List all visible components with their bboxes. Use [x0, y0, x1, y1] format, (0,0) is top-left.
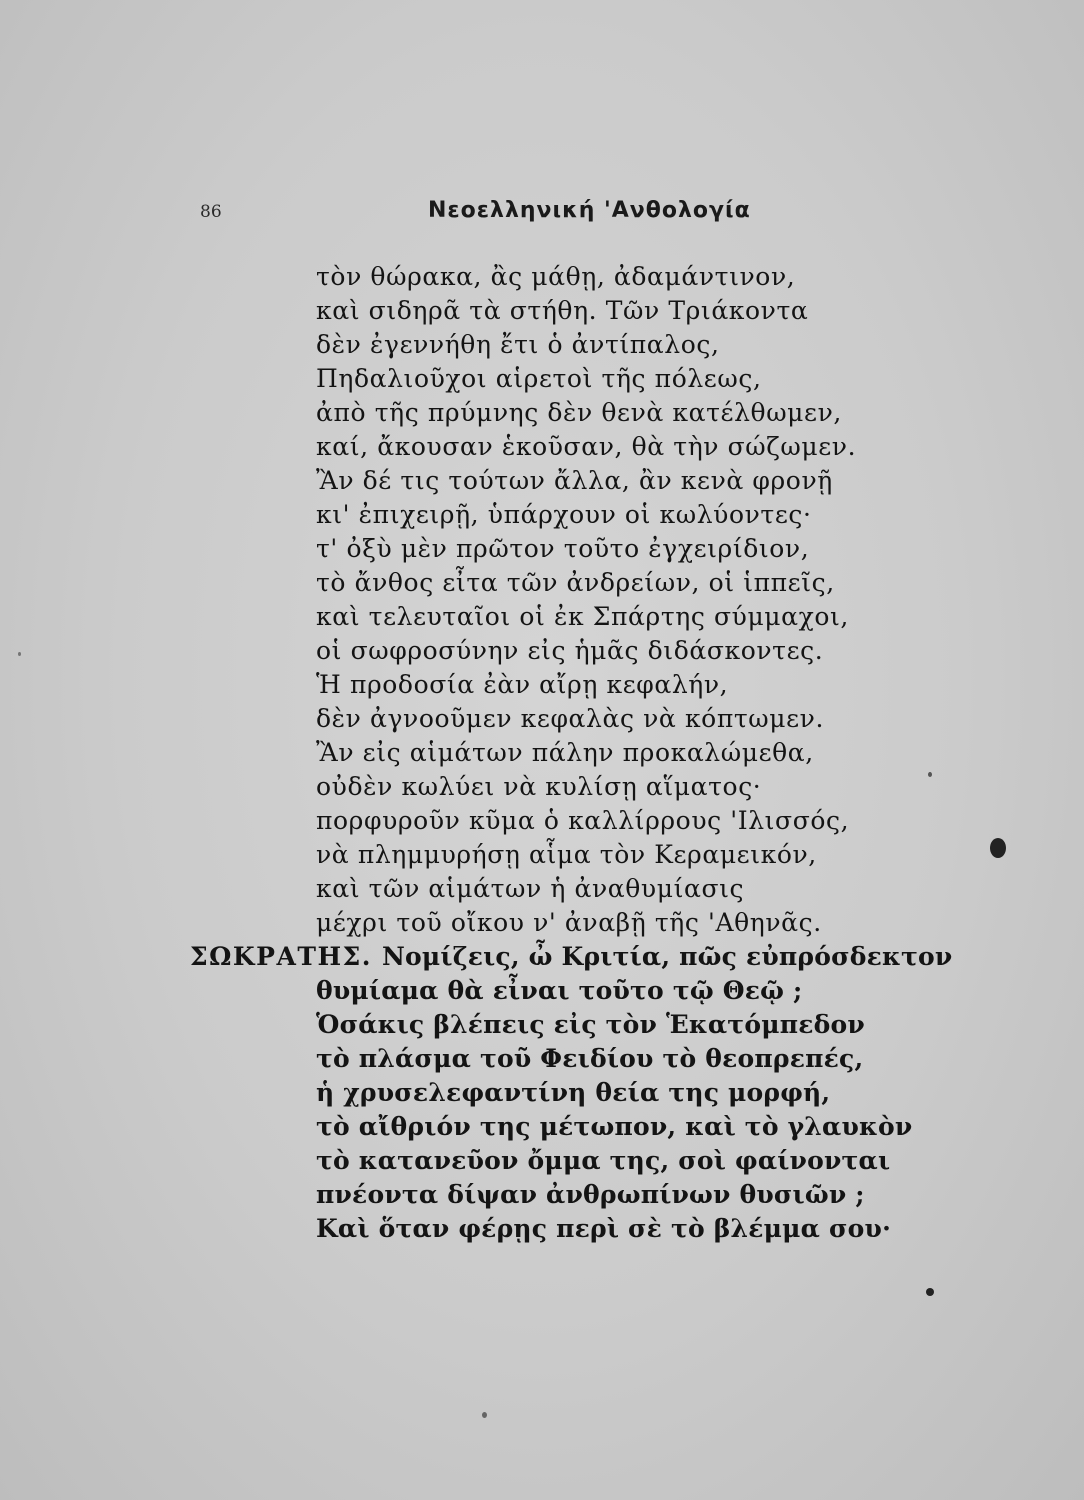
- ink-speck: [990, 838, 1006, 858]
- verse-line: δὲν ἀγνοοῦμεν κεφαλὰς νὰ κόπτωμεν.: [316, 704, 825, 733]
- verse-line: τὸ ἄνθος εἶτα τῶν ἀνδρείων, οἱ ἱππεῖς,: [316, 568, 835, 597]
- verse-line: Ἡ προδοσία ἐὰν αἴρῃ κεφαλήν,: [316, 670, 729, 699]
- speech-line: Ὁσάκις βλέπεις εἰς τὸν Ἑκατόμπεδον: [316, 1010, 865, 1039]
- verse-line: ἀπὸ τῆς πρύμνης δὲν θενὰ κατέλθωμεν,: [316, 398, 842, 427]
- verse-line: μέχρι τοῦ οἴκου ν' ἀναβῇ τῆς 'Αθηνᾶς.: [316, 908, 822, 937]
- ink-speck: [482, 1412, 487, 1418]
- page-number: 86: [200, 202, 222, 222]
- verse-line: Πηδαλιοῦχοι αἱρετοὶ τῆς πόλεως,: [316, 364, 762, 393]
- verse-line: Ἂν εἰς αἱμάτων πάλην προκαλώμεθα,: [316, 738, 814, 767]
- verse-line: δὲν ἐγεννήθη ἔτι ὁ ἀντίπαλος,: [316, 330, 720, 359]
- running-head-title: Νεοελληνική 'Ανθολογία: [428, 198, 751, 223]
- verse-line: τ' ὀξὺ μὲν πρῶτον τοῦτο ἐγχειρίδιον,: [316, 534, 810, 563]
- speaker-name: ΣΩΚΡΑΤΗΣ.: [190, 942, 372, 971]
- verse-line: καὶ σιδηρᾶ τὰ στήθη. Τῶν Τριάκοντα: [316, 296, 809, 325]
- speech-line: Καὶ ὅταν φέρῃς περὶ σὲ τὸ βλέμμα σου·: [316, 1214, 891, 1243]
- speaker-first-line: Νομίζεις, ὦ Κριτία, πῶς εὐπρόσδεκτον: [381, 942, 953, 971]
- speech-line: θυμίαμα θὰ εἶναι τοῦτο τῷ Θεῷ ;: [316, 976, 803, 1005]
- speech-line: τὸ κατανεῦον ὄμμα της, σοὶ φαίνονται: [316, 1146, 891, 1175]
- verse-line: οἱ σωφροσύνην εἰς ἡμᾶς διδάσκοντες.: [316, 636, 824, 665]
- speech-line: πνέοντα δίψαν ἀνθρωπίνων θυσιῶν ;: [316, 1180, 865, 1209]
- speaker-line: [190, 942, 952, 972]
- verse-line: καί, ἄκουσαν ἑκοῦσαν, θὰ τὴν σώζωμεν.: [316, 432, 857, 461]
- verse-line: οὐδὲν κωλύει νὰ κυλίσῃ αἵματος·: [316, 772, 762, 801]
- verse-line: κι' ἐπιχειρῇ, ὑπάρχουν οἱ κωλύοντες·: [316, 500, 812, 529]
- ink-speck: [18, 652, 21, 656]
- verse-line: νὰ πλημμυρήσῃ αἷμα τὸν Κεραμεικόν,: [316, 840, 817, 869]
- verse-line: καὶ τελευταῖοι οἱ ἐκ Σπάρτης σύμμαχοι,: [316, 602, 849, 631]
- speech-line: τὸ αἴθριόν της μέτωπον, καὶ τὸ γλαυκὸν: [316, 1112, 913, 1141]
- verse-line: τὸν θώρακα, ἂς μάθῃ, ἀδαμάντινον,: [316, 262, 796, 291]
- speech-line: τὸ πλάσμα τοῦ Φειδίου τὸ θεοπρεπές,: [316, 1044, 864, 1073]
- verse-line: καὶ τῶν αἱμάτων ἡ ἀναθυμίασις: [316, 874, 745, 903]
- ink-speck: [926, 1288, 934, 1296]
- verse-line: πορφυροῦν κῦμα ὁ καλλίρρους 'Ιλισσός,: [316, 806, 850, 835]
- ink-speck: [928, 772, 932, 777]
- speech-line: ἡ χρυσελεφαντίνη θεία της μορφή,: [316, 1078, 831, 1107]
- verse-line: Ἂν δέ τις τούτων ἄλλα, ἂν κενὰ φρονῇ: [316, 466, 833, 495]
